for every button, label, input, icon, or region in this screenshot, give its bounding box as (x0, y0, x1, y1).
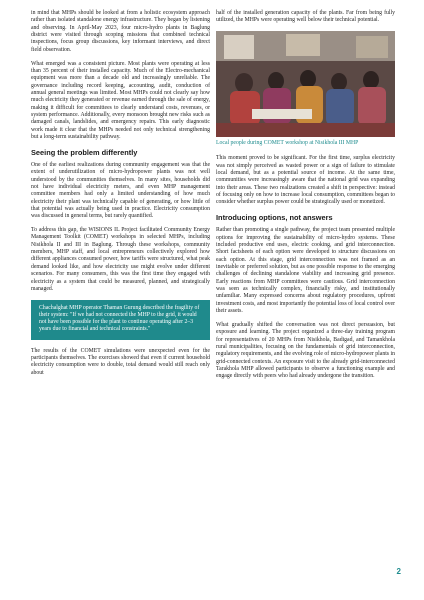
section-heading: Introducing options, not answers (216, 213, 333, 223)
paragraph: One of the earliest realizations during community engagement was that the extent of underutilization of micro-hydropower plants was not well understood by the communities themselves. In many sites, households did not have individual electricity meters, and even MHP management committee members had only a limited understanding of how much electricity their plant was technically capable of generating, or how little of that potential was actually being used in practice. Electricity consumption was discussed in general terms, but rarely quantified. (31, 161, 210, 220)
workshop-photo (216, 31, 395, 137)
workshop-photo-illustration (216, 31, 395, 137)
paragraph: The results of the COMET simulations were unexpected even for the participants themselves. The exercises showed that even if current household electricity consumption were to double, total demand would still reach only about (31, 347, 210, 376)
section-heading: Seeing the problem differently (31, 147, 138, 157)
page-number: 2 (396, 567, 401, 576)
paragraph: To address this gap, the WISIONS IL Project facilitated Community Energy Management Toolkit (COMET) workshops in selected MHPs, including Nisikhola II and III in Baglung. Through these workshops, community members, MHP staff, and local entrepreneurs collectively explored how different appliances consumed power, how tariffs were structured, what peak demand looked like, and how electricity use might evolve under different scenarios. For many consumers, this was the first time they engaged with electricity as a system that could be measured, planned, and strategically managed. (31, 227, 210, 292)
quote-callout: Chachalghat MHP operator Thaman Gurung described the fragility of their system: "If we had not connected the MHP to the grid, it would not have been possible for the plant to continue operating after 2–3 years due to financial and technical constraints." (31, 300, 210, 340)
photo-caption: Local people during COMET workshop at Nisikhola III MHP (216, 140, 359, 147)
paragraph: Rather than promoting a single pathway, the project team presented multiple options for improving the sustainability of micro-hydro systems. These included productive end uses, electric cooking, and grid interconnection. Short factsheets of each option were developed to structure discussions on each option. At this stage, grid interconnection was not framed as an inevitable or preferred solution, but as one possible response to the emerging challenges of declining standalone viability and increasing grid presence. Early reactions from MHP committees were cautious. Grid interconnection was seen as technically complex, financially risky, and institutionally unfamiliar. Many expressed concerns about regulatory procedures, upfront investment costs, and most importantly the potential loss of local control over their assets. (216, 227, 395, 315)
left-column (31, 10, 210, 383)
paragraph: What emerged was a consistent picture. Most plants were operating at less than 35 percent of their installed capacity. Much of the Electro-mechanical equipment was more than a decade old and increasingly unreliable. The governance including record keeping, accounting, audit, conduction of annual general meetings was limited. Most MHPs could not clearly say how much electricity they generated or revenue earned through the sale of energy, making it difficult for committees to clearly understand costs, revenues, or system performance. Additionally, every monsoon brought new risks such as damaged canals, landslides, and emergency repairs. This early diagnostic work made it clear that the MHPs needed not only technical strengthening but a long-term sustainability pathway. (31, 60, 210, 140)
paragraph: half of the installed generation capacity of the plants. Far from being fully utilized, the MHPs were operating well below their technical potential. (216, 10, 395, 24)
paragraph: in mind that MHPs should be looked at from a holistic ecosystem approach rather than isolated standalone energy infrastructure. They began by listening and observing. In April-May 2023, four micro-hydro plants in Baglung district were visited through scoping missions that combined technical inspections, focus group discussions, key informant interviews, and direct field observation. (31, 10, 210, 53)
right-column (216, 10, 395, 387)
paragraph: This moment proved to be significant. For the first time, surplus electricity was not simply perceived as wasted power or a sign of failure to stimulate local demand, but as a potential source of income. At the same time, communities were increasingly aware that the national grid was expanding into their areas. These two realizations created a shift in perspective: instead of focusing only on how to increase local consumption, committees began to consider whether surplus power could be strategically used or monetized. (216, 155, 395, 206)
paragraph: What gradually shifted the conversation was not direct persuasion, but exposure and learning. The project organized a three-day training program for representatives of 20 MHPs from Nisikhola, Badigad, and Tamankhola rural municipalities, focusing on the fundamentals of grid interconnection, regulatory requirements, and the evolving role of micro-hydropower plants in grid-connected contexts. An exposure visit to the already grid-interconnected Tarakhola MHP allowed participants to observe a functioning example and engage directly with peers who had already undergone the transition. (216, 321, 395, 380)
